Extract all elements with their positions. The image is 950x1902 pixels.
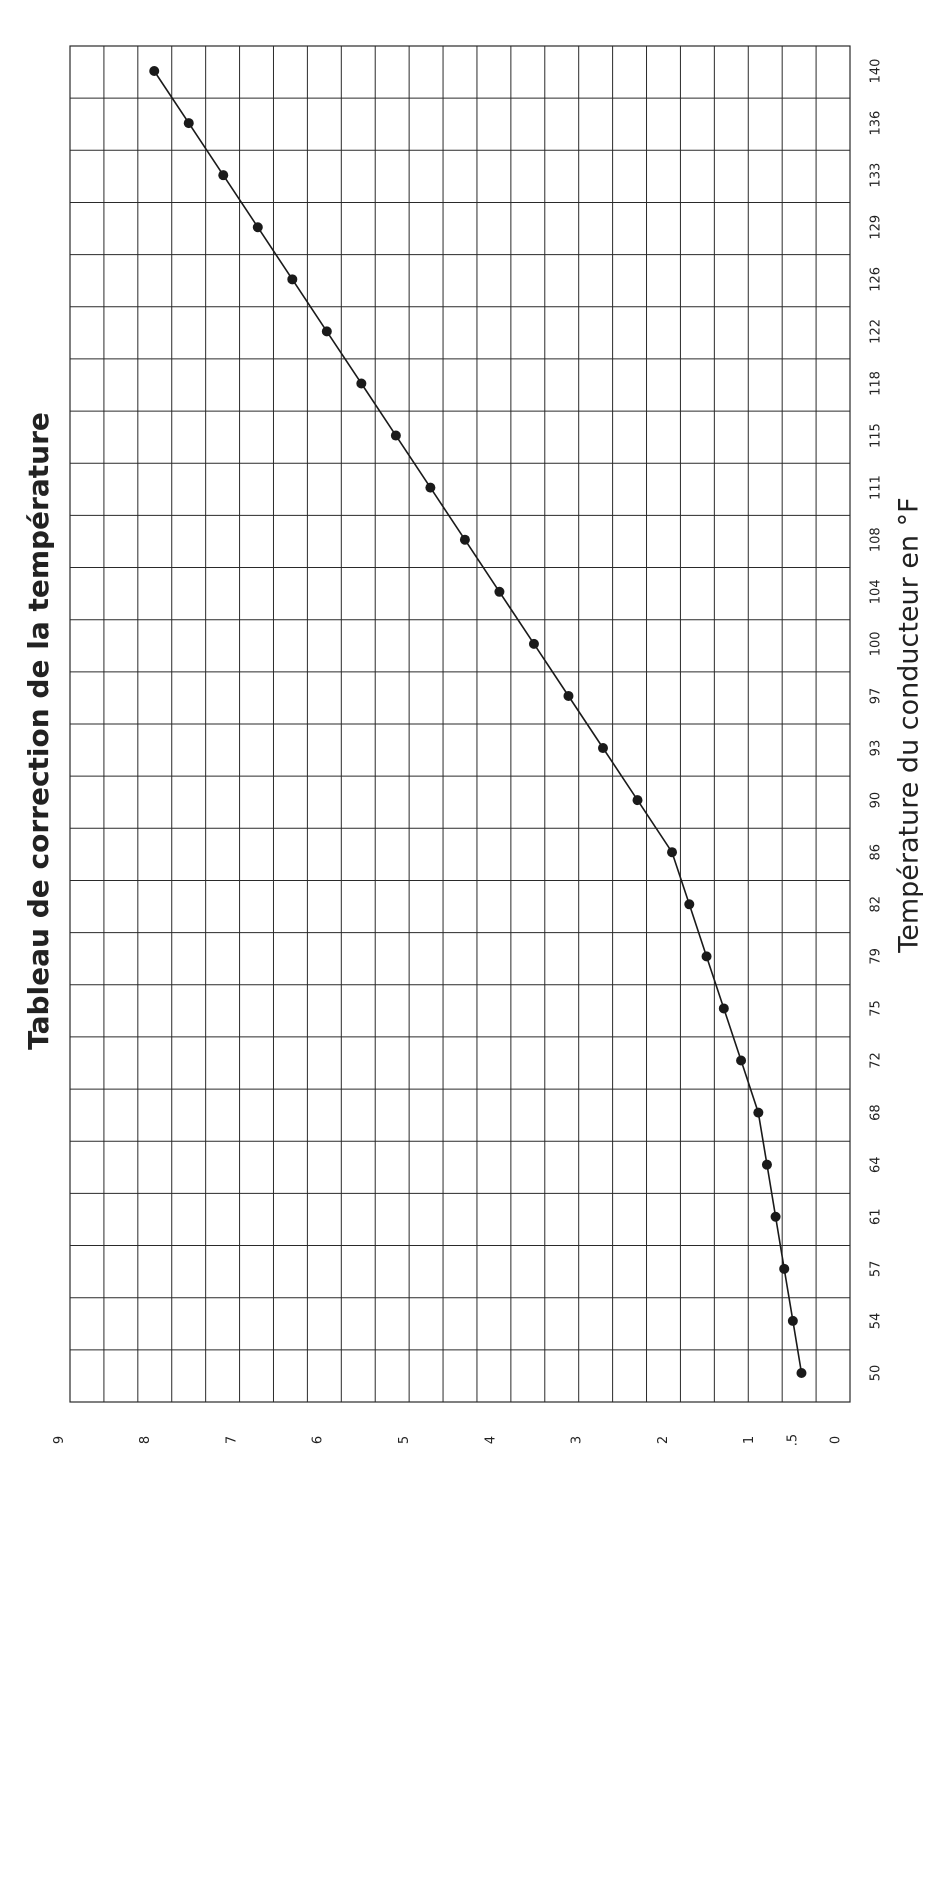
x-tick-label: 100 [868, 631, 884, 657]
y-tick-label: 0 [828, 1435, 844, 1445]
data-point [667, 847, 677, 857]
x-tick-label: 79 [868, 948, 884, 965]
series-line [154, 71, 801, 1373]
x-tick-label: 93 [868, 739, 884, 757]
data-point [322, 326, 332, 336]
data-point [753, 1108, 763, 1118]
x-tick-label: 86 [868, 843, 884, 861]
data-point [253, 222, 263, 232]
data-point [494, 587, 504, 597]
data-point [762, 1160, 772, 1170]
data-point [796, 1368, 806, 1378]
data-point [460, 535, 470, 545]
data-point [184, 118, 194, 128]
x-tick-label: 90 [868, 791, 884, 809]
data-point [736, 1056, 746, 1066]
x-tick-label: 97 [868, 687, 884, 705]
y-tick-label: .5 [785, 1433, 801, 1447]
data-point [719, 1003, 729, 1013]
data-point [425, 483, 435, 493]
data-point [788, 1316, 798, 1326]
data-point [218, 170, 228, 180]
chart-title: Tableau de correction de la température [22, 412, 55, 1050]
data-point [287, 274, 297, 284]
y-tick-label: 2 [655, 1435, 671, 1445]
x-tick-label: 54 [868, 1312, 884, 1330]
x-axis-title: Température du conducteur en °F [893, 497, 925, 953]
x-tick-label: 122 [868, 318, 884, 344]
data-points [149, 66, 806, 1378]
x-tick-label: 115 [868, 423, 884, 448]
x-tick-label: 133 [868, 162, 884, 188]
y-tick-label: 8 [138, 1435, 154, 1445]
y-tick-label: 4 [483, 1435, 499, 1445]
x-axis-tick-labels [869, 59, 884, 1382]
data-point [356, 378, 366, 388]
data-point [702, 951, 712, 961]
x-tick-label: 64 [868, 1156, 884, 1173]
data-point [149, 66, 159, 76]
y-tick-label: 9 [51, 1435, 67, 1445]
y-axis-tick-labels [52, 1434, 844, 1446]
y-tick-label: 5 [397, 1435, 412, 1445]
data-point [563, 691, 573, 701]
data-point [598, 743, 608, 753]
data-point [633, 795, 643, 805]
chart-grid [70, 46, 850, 1402]
x-tick-label: 129 [868, 214, 884, 240]
x-tick-label: 72 [868, 1052, 884, 1069]
x-tick-label: 50 [868, 1364, 884, 1382]
x-tick-label: 108 [868, 527, 884, 553]
x-tick-label: 126 [868, 266, 884, 292]
x-tick-label: 111 [868, 475, 884, 501]
y-tick-label: 1 [742, 1435, 758, 1445]
data-point [391, 431, 401, 441]
data-point [771, 1212, 781, 1222]
y-tick-label: 6 [310, 1435, 326, 1445]
x-tick-label: 104 [868, 579, 884, 605]
x-tick-label: 118 [868, 371, 884, 396]
x-tick-label: 136 [868, 110, 884, 136]
x-tick-label: 61 [868, 1208, 884, 1226]
y-tick-label: 7 [224, 1435, 240, 1445]
data-point [684, 899, 694, 909]
x-tick-label: 140 [868, 58, 884, 84]
x-tick-label: 75 [868, 1000, 884, 1017]
x-tick-label: 68 [868, 1104, 884, 1121]
data-point [779, 1264, 789, 1274]
y-tick-label: 3 [569, 1435, 585, 1445]
data-point [529, 639, 539, 649]
x-tick-label: 82 [868, 896, 884, 913]
x-tick-label: 57 [868, 1260, 884, 1278]
